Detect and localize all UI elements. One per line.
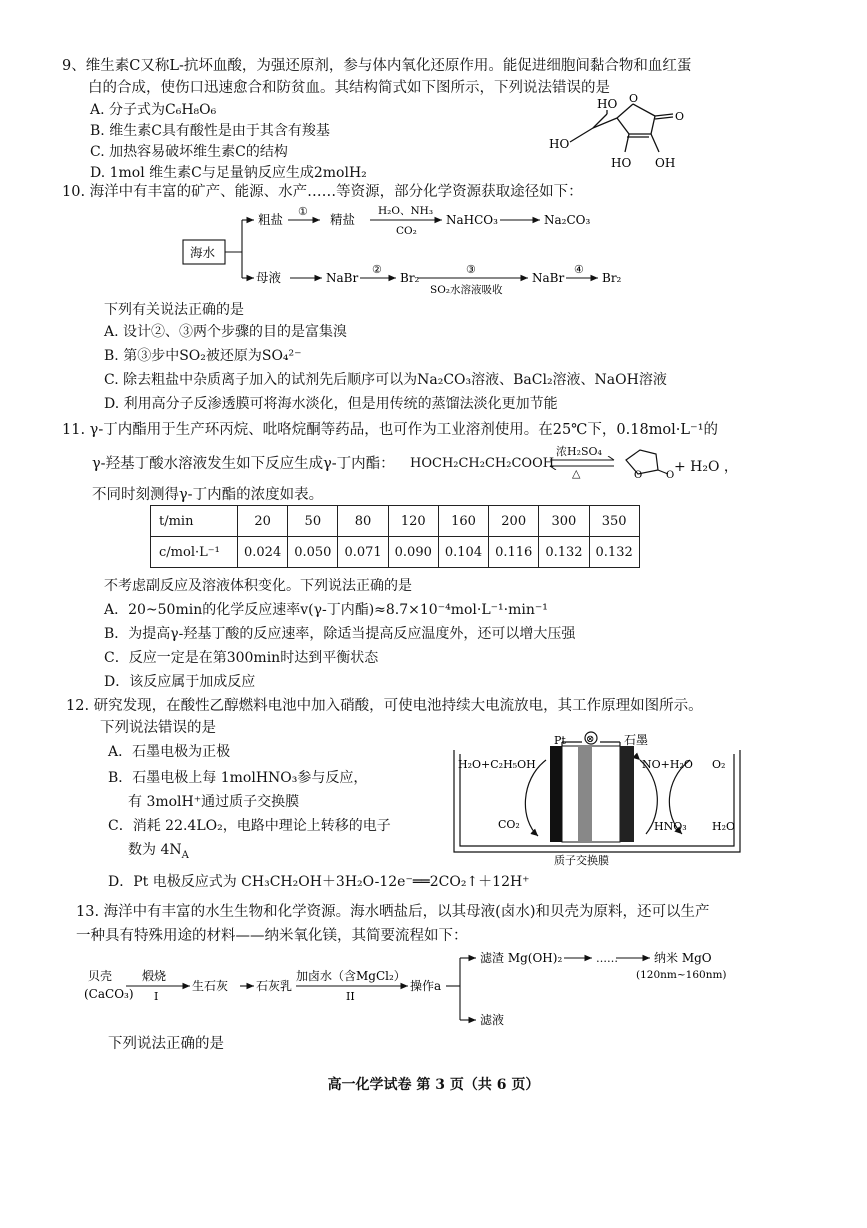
q10-option-d: D. 利用高分子反渗透膜可将海水淡化，但是用传统的蒸馏法淡化更加节能 [104,396,558,412]
flow-filtrate: 滤液 [480,1013,505,1027]
structure-label-ho-bottom: HO [611,156,632,170]
table-cell: 160 [438,506,488,537]
q10-option-b: B. 第③步中SO₂被还原为SO₄²⁻ [104,348,302,364]
table-cell: 0.104 [438,537,488,568]
q12-stem-line1: 12. 研究发现，在酸性乙醇燃料电池中加入硝酸，可使电池持续大电流放电，其工作原理如图所示。 [66,698,703,714]
q11-stem-line1: 11. γ-丁内酯用于生产环丙烷、吡咯烷酮等药品，也可作为工业溶剂使用。在25℃下，0.18mol·L⁻¹的 [62,422,719,438]
flow-mother-liquor: 母液 [256,270,282,285]
table-cell: 80 [338,506,388,537]
flow-nano-size: (120nm~160nm) [636,969,727,981]
q11-note: 不考虑副反应及溶液体积变化。下列说法正确的是 [104,578,412,594]
table-header-conc: c/mol·L⁻¹ [151,537,238,568]
structure-label-carbonyl-o: O [675,110,685,123]
table-cell: 0.132 [589,537,639,568]
q10-prompt: 下列有关说法正确的是 [104,302,244,318]
table-cell: 50 [288,506,338,537]
flow-br2-1: Br₂ [400,271,420,285]
table-cell: 0.116 [489,537,539,568]
diagram-graphite-label: 石墨 [624,733,649,747]
equilibrium-arrow-icon [548,456,620,470]
table-cell: 20 [238,506,288,537]
q13-prompt: 下列说法正确的是 [108,1036,224,1052]
q10-option-a: A. 设计②、③两个步骤的目的是富集溴 [104,324,348,340]
flow-lime-milk: 石灰乳 [256,979,293,993]
flow-shell: 贝壳 [88,969,113,983]
diagram-left-bottom: CO₂ [498,818,520,831]
q11-equation-left: HOCH₂CH₂CH₂COOH [410,456,555,471]
q12-stem-line2: 下列说法错误的是 [100,720,216,736]
q10-option-c: C. 除去粗盐中杂质离子加入的试剂先后顺序可以为Na₂CO₃溶液、BaCl₂溶液、NaOH溶液 [104,372,667,388]
table-cell: 0.071 [338,537,388,568]
table-cell: 0.024 [238,537,288,568]
flow-step-i: I [154,990,159,1003]
flow-refined-salt: 精盐 [330,212,356,227]
q12-subscript-a: A [181,849,189,861]
table-row [151,506,640,537]
q11-option-c: C．反应一定是在第300min时达到平衡状态 [104,650,379,666]
q9-option-a: A. 分子式为C₆H₈O₆ [90,102,217,118]
flow-nahco3: NaHCO₃ [446,213,498,227]
flow-step-3: ③ [466,263,476,276]
q11-option-d: D．该反应属于加成反应 [104,674,256,690]
diagram-membrane-label: 质子交换膜 [554,854,609,867]
structure-label-ring-o: O [629,92,639,105]
q11-condition-top: 浓H₂SO₄ [556,445,602,458]
q12-option-d: D．Pt 电极反应式为 CH₃CH₂OH＋3H₂O-12e⁻══2CO₂↑＋12H⁺ [108,874,530,890]
table-cell: 300 [539,506,589,537]
structure-label-ho-left: HO [549,137,570,151]
table-cell: 200 [489,506,539,537]
carbonyl-oxygen-label: O [666,470,675,480]
flow-step-ii: II [346,990,355,1003]
flow-step-4: ④ [574,263,584,276]
q10-stem: 10. 海洋中有丰富的矿产、能源、水产……等资源，部分化学资源获取途径如下： [62,184,583,200]
flow-seawater-box: 海水 [190,245,216,260]
q9-stem-line2: 白的合成，使伤口迅速愈合和防贫血。其结构简式如下图所示，下列说法错误的是 [88,80,610,96]
q11-option-a: A．20~50min的化学反应速率v(γ-丁内酯)≈8.7×10⁻⁴mol·L⁻¹·min⁻¹ [104,602,548,618]
flow-nabr-2: NaBr [532,271,565,285]
page-footer: 高一化学试卷 第 3 页（共 6 页） [327,1077,540,1093]
q13-flowchart [84,948,784,1030]
table-header-time: t/min [151,506,238,537]
table-row [151,537,640,568]
q9-option-c: C. 加热容易破坏维生素C的结构 [90,144,288,160]
flow-crude-salt: 粗盐 [258,212,284,227]
diagram-right-top-1: NO+H₂O [642,758,693,771]
q9-stem-line1: 9、维生素C又称L-抗坏血酸，为强还原剂，参与体内氧化还原作用。能促进细胞间黏合物和血红蛋 [62,58,692,74]
q12-option-c-line1: C．消耗 22.4LO₂，电路中理论上转移的电子 [108,818,391,834]
table-cell: 120 [388,506,438,537]
flow-caco3: (CaCO₃) [84,987,134,1001]
q13-stem-line2: 一种具有特殊用途的材料——纳米氧化镁，其简要流程如下： [76,928,468,944]
q11-option-b: B．为提高γ-羟基丁酸的反应速率，除适当提高反应温度外，还可以增大压强 [104,626,576,642]
diagram-right-bottom-2: H₂O [712,820,736,833]
flow-br2-2: Br₂ [602,271,622,285]
flow-reagent-bottom: CO₂ [396,225,417,237]
structure-label-oh-bottom: OH [655,156,676,170]
vitamin-c-structure [545,92,725,180]
flow-reagent-top: H₂O、NH₃ [378,205,434,217]
table-cell: 0.050 [288,537,338,568]
concentration-table [150,505,640,568]
q12-option-c-line2 [128,840,189,866]
ammeter-icon: ⊗ [586,734,595,745]
table-cell: 0.090 [388,537,438,568]
flow-residue: 滤渣 Mg(OH)₂ [480,951,563,965]
q11-condition-bottom: △ [572,467,581,480]
gamma-butyrolactone-ring [618,444,676,480]
flow-add-brine: 加卤水（含MgCl₂） [296,969,406,983]
q11-stem-line2: γ-羟基丁酸水溶液发生如下反应生成γ-丁内酯： [92,456,395,472]
q10-flowchart [180,200,640,298]
flow-nano-mgo: 纳米 MgO [654,951,712,965]
flow-na2co3: Na₂CO₃ [544,213,591,227]
diagram-right-top-2: O₂ [712,758,726,771]
q11-stem-line3: 不同时刻测得γ-丁内酯的浓度如表。 [92,487,324,503]
q13-stem-line1: 13. 海洋中有丰富的水生生物和化学资源。海水晒盐后，以其母液(卤水)和贝壳为原料，还可以生产 [76,904,710,920]
flow-nabr-1: NaBr [326,271,359,285]
flow-step-1: ① [298,205,308,218]
q12-option-c-text: 数为 4N [128,842,182,858]
q12-option-b-line2: 有 3molH⁺通过质子交换膜 [128,794,300,810]
table-cell: 0.132 [539,537,589,568]
q12-option-b-line1: B．石墨电极上每 1molHNO₃参与反应， [108,770,368,786]
flow-dots: …… [596,952,618,965]
flow-operation-a: 操作a [410,979,442,993]
diagram-right-bottom-1: HNO₃ [654,820,687,833]
flow-step-2: ② [372,263,382,276]
diagram-left-top: H₂O+C₂H₅OH [458,758,536,771]
diagram-pt-label: Pt [554,734,566,747]
q12-option-a: A．石墨电极为正极 [108,744,231,760]
table-cell: 350 [589,506,639,537]
fuel-cell-diagram [450,730,750,868]
q11-equation-right: + H₂O ， [674,459,738,475]
q9-option-d: D. 1mol 维生素C与足量钠反应生成2molH₂ [90,165,367,181]
flow-quicklime: 生石灰 [192,979,229,993]
q9-option-b: B. 维生素C具有酸性是由于其含有羧基 [90,123,330,139]
flow-calcine: 煅烧 [142,969,167,983]
structure-label-ho-top: HO [597,97,618,111]
flow-so2-absorb: SO₂水溶液吸收 [430,284,503,296]
ring-oxygen-label: O [634,470,643,480]
